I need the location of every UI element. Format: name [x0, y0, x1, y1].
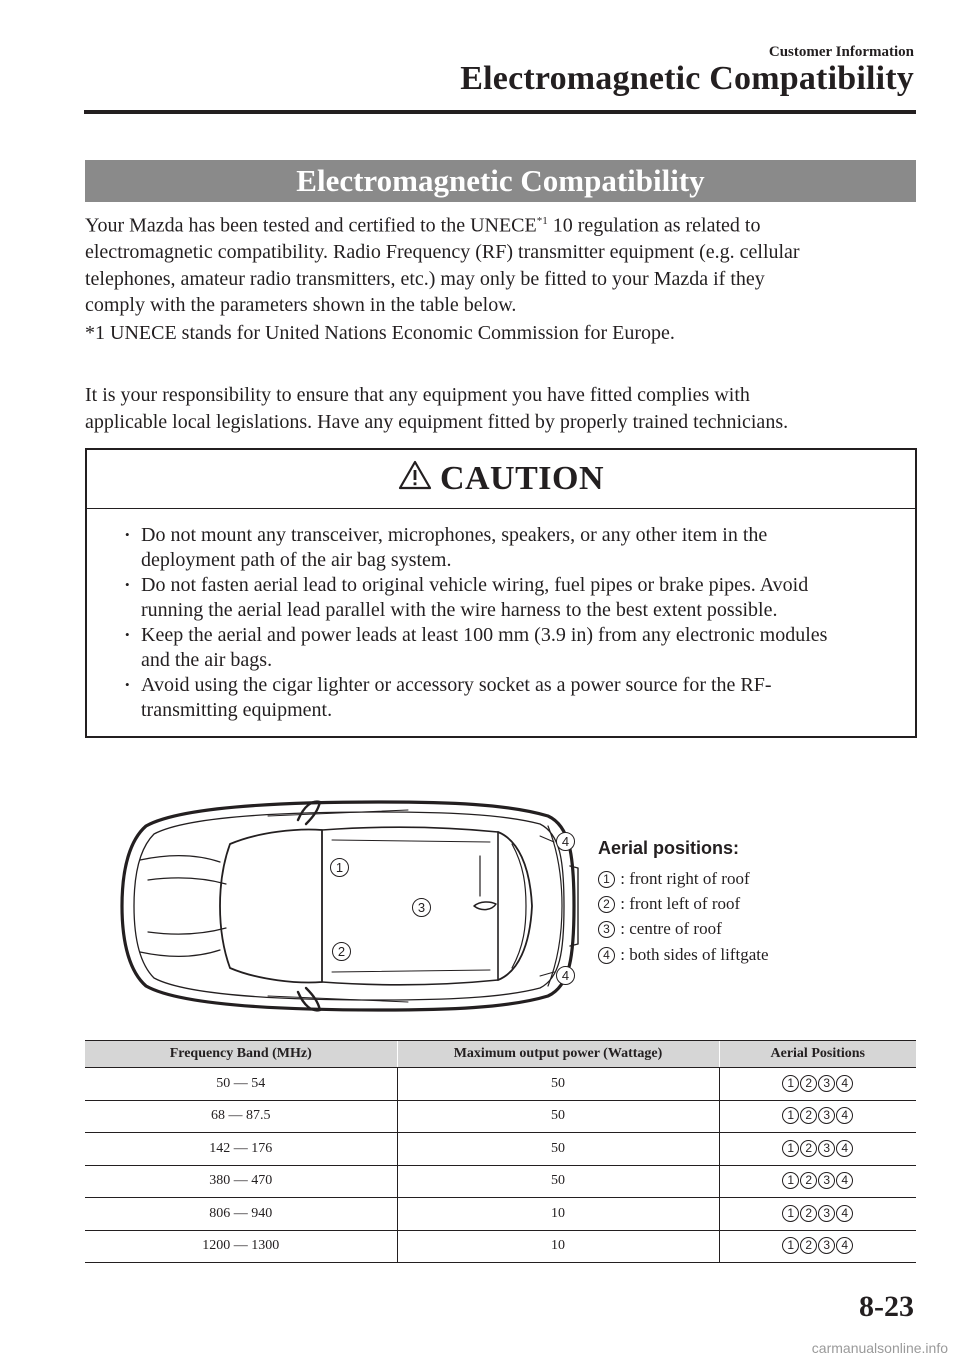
- legend-item: 2 : front left of roof: [598, 893, 740, 915]
- frequency-cell: 1200 — 1300: [85, 1230, 397, 1263]
- caution-title: CAUTION: [439, 460, 605, 497]
- table-row: [85, 1230, 916, 1263]
- table-header-row: [85, 1041, 916, 1068]
- intro-line-2: electromagnetic compatibility. Radio Frequency (RF) transmitter equipment (e.g. cellular: [85, 241, 800, 264]
- responsibility-line-2: applicable local legislations. Have any equipment fitted by properly trained technicians.: [85, 410, 789, 433]
- column-header-frequency: Frequency Band (MHz): [85, 1041, 397, 1068]
- warning-triangle-icon: [398, 460, 432, 495]
- running-header-title: Electromagnetic Compatibility: [460, 60, 914, 97]
- caution-item: • Do not mount any transceiver, microphones, speakers, or any other item in the deployment path of the air bag system.: [125, 523, 891, 572]
- legend-item: 1 : front right of roof: [598, 868, 750, 890]
- legend-item: 3 : centre of roof: [598, 918, 722, 940]
- positions-cell: 1 2 3 4: [719, 1133, 916, 1166]
- aerial-marker-4-top: 4: [556, 832, 575, 851]
- frequency-cell: 806 — 940: [85, 1198, 397, 1231]
- table-row: [85, 1165, 916, 1198]
- section-banner: Electromagnetic Compatibility: [85, 160, 916, 202]
- positions-cell: 1 2 3 4: [719, 1068, 916, 1101]
- responsibility-line-1: It is your responsibility to ensure that any equipment you have fitted complies with: [85, 384, 750, 406]
- positions-cell: 1 2 3 4: [719, 1100, 916, 1133]
- frequency-cell: 380 — 470: [85, 1165, 397, 1198]
- caution-item: • Avoid using the cigar lighter or accessory socket as a power source for the RF- transmitting equipment.: [125, 673, 891, 722]
- caution-item: • Do not fasten aerial lead to original vehicle wiring, fuel pipes or brake pipes. Avoid running the aerial lead parallel with the wire harness to the best extent possible.: [125, 573, 891, 622]
- power-cell: 50: [397, 1133, 719, 1166]
- frequency-table: [85, 1040, 916, 1263]
- column-header-power: Maximum output power (Wattage): [397, 1041, 719, 1068]
- caution-item: • Keep the aerial and power leads at least 100 mm (3.9 in) from any electronic modules and the air bags.: [125, 623, 891, 672]
- positions-cell: 1 2 3 4: [719, 1165, 916, 1198]
- table-row: [85, 1100, 916, 1133]
- caution-header: [87, 450, 915, 509]
- aerial-positions-title: Aerial positions:: [598, 838, 740, 858]
- aerial-marker-1: 1: [330, 858, 349, 877]
- positions-cell: 1 2 3 4: [719, 1230, 916, 1263]
- frequency-cell: 142 — 176: [85, 1133, 397, 1166]
- caution-box: [85, 448, 917, 738]
- power-cell: 50: [397, 1165, 719, 1198]
- running-header-section: Customer Information: [768, 44, 914, 60]
- aerial-marker-3: 3: [412, 898, 431, 917]
- power-cell: 50: [397, 1068, 719, 1101]
- responsibility-paragraph: [85, 382, 921, 435]
- intro-line-4: comply with the parameters shown in the table below.: [85, 294, 517, 317]
- header-rule: [84, 110, 916, 114]
- intro-paragraph: [85, 208, 921, 319]
- watermark: carmanualsonline.info: [811, 1340, 948, 1356]
- car-outline-drawing: [108, 796, 588, 1016]
- car-top-view-illustration: [108, 796, 588, 1016]
- power-cell: 10: [397, 1230, 719, 1263]
- aerial-marker-4-bottom: 4: [556, 966, 575, 985]
- intro-line-1: Your Mazda has been tested and certified to the UNECE$^{*1}$ 10 regulation as related to: [85, 214, 761, 237]
- column-header-positions: Aerial Positions: [719, 1041, 916, 1068]
- table-row: [85, 1198, 916, 1231]
- table-row: [85, 1133, 916, 1166]
- page-number: 8-23: [859, 1290, 914, 1323]
- frequency-cell: 50 — 54: [85, 1068, 397, 1101]
- legend-item: 4 : both sides of liftgate: [598, 944, 769, 966]
- frequency-cell: 68 — 87.5: [85, 1100, 397, 1133]
- footnote: *1 UNECE stands for United Nations Economic Commission for Europe.: [85, 322, 675, 344]
- table-row: [85, 1068, 916, 1101]
- intro-line-3: telephones, amateur radio transmitters, etc.) may only be fitted to your Mazda if they: [85, 267, 765, 290]
- caution-list: [87, 509, 915, 722]
- power-cell: 10: [397, 1198, 719, 1231]
- power-cell: 50: [397, 1100, 719, 1133]
- footnote-ref: *1: [536, 215, 548, 227]
- aerial-marker-2: 2: [332, 942, 351, 961]
- positions-cell: 1 2 3 4: [719, 1198, 916, 1231]
